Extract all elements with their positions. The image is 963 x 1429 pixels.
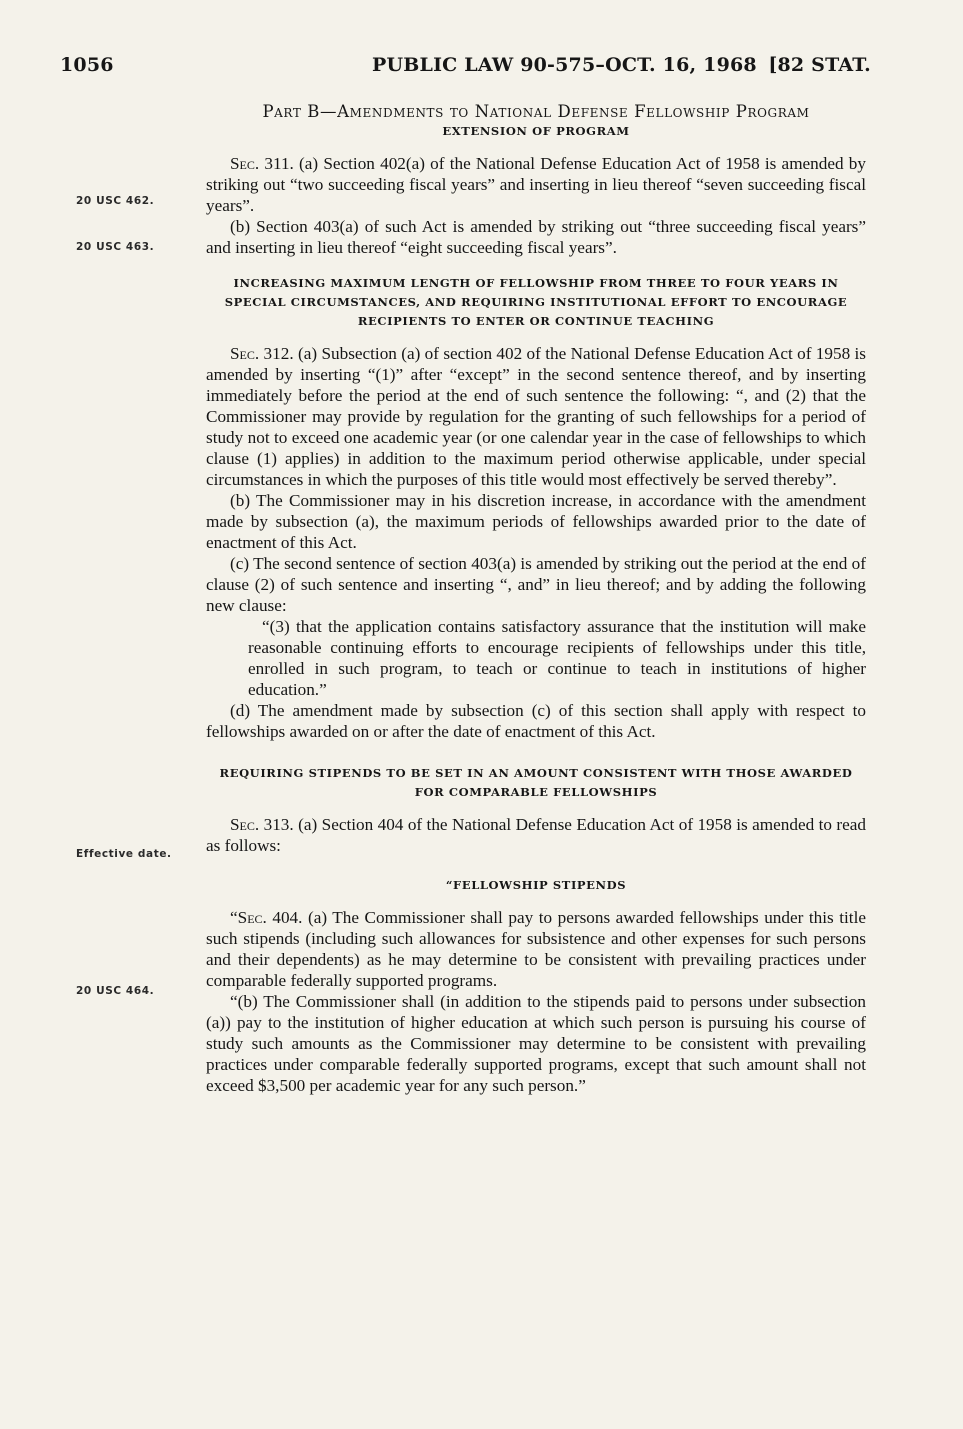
section-311-text-a: (a) Section 402(a) of the National Defense Education Act of 1958 is amended by striking out “two succeeding fiscal years” and inserting in lieu thereof “seven succeeding fiscal years”. (206, 154, 866, 215)
margin-note-usc-464: 20 USC 464. (76, 985, 155, 997)
page-header (60, 54, 871, 84)
section-312-paragraph-d: (d) The amendment made by subsection (c) of this section shall apply with respect to fellowships awarded on or after the date of enactment of this Act. (206, 701, 866, 741)
section-312-paragraph-b: (b) The Commissioner may in his discretion increase, in accordance with the amendment made by subsection (a), the maximum periods of fellowships awarded prior to the date of enactment of this Act. (206, 491, 866, 552)
section-311-paragraph-a (206, 153, 866, 216)
part-title: Part B—Amendments to National Defense Fellowship Program (262, 102, 810, 121)
section-313-paragraph-a (206, 814, 866, 856)
section-311-paragraph-b: (b) Section 403(a) of such Act is amended by striking out “three succeeding fiscal years” and inserting in lieu thereof “eight succeeding fiscal years”. (206, 217, 866, 257)
section-312-caption: INCREASING MAXIMUM LENGTH OF FELLOWSHIP FROM THREE TO FOUR YEARS IN SPECIAL CIRCUMSTANCES, AND REQUIRING INSTITUTIONAL EFFORT TO ENCOURAGE RECIPIENTS TO ENTER OR CONTINUE TEACHING (224, 276, 848, 328)
section-311-label: Sec. 311. (230, 154, 294, 173)
section-312-paragraph-c: (c) The second sentence of section 403(a) is amended by striking out the period at the end of clause (2) of such sentence and inserting “, and” in lieu thereof; and by adding the following new clause: (206, 554, 866, 615)
margin-note-effective-date: Effective date. (76, 848, 172, 860)
section-404-paragraph-a (206, 907, 866, 991)
section-312-label: Sec. 312. (230, 344, 294, 363)
section-312-paragraph-a (206, 343, 866, 490)
section-313-caption: REQUIRING STIPENDS TO BE SET IN AN AMOUNT CONSISTENT WITH THOSE AWARDED FOR COMPARABLE FELLOWSHIPS (219, 766, 853, 799)
section-313-label: Sec. 313. (230, 815, 294, 834)
main-text-column (206, 101, 866, 1096)
section-404-paragraph-b: “(b) The Commissioner shall (in addition to the stipends paid to persons under subsection (a)) pay to the institution of higher education at which such person is pursuing his course of study such amounts as the Commissioner may determine to be consistent with prevailing practices under comparable federally supported programs, except that such amount shall not exceed $3,500 per academic year for any such person.” (206, 992, 866, 1095)
section-404-text-a: (a) The Commissioner shall pay to persons awarded fellowships under this title such stipends (including such allowances for subsistence and other expenses for such persons and their dependents) as he may determine to be consistent with prevailing practices under comparable federally supported programs. (206, 908, 866, 990)
page-number: 1056 (60, 54, 114, 76)
volume-reference: [82 STAT. (768, 54, 871, 76)
section-312-quoted-clause-3: “(3) that the application contains satisfactory assurance that the institution will make reasonable continuing efforts to encourage recipients of fellowships under this title, enrolled in such program, to teach or continue to teach in institutions of higher education.” (248, 617, 866, 699)
section-404-label: “Sec. 404. (230, 908, 303, 927)
fellowship-stipends-caption: “FELLOWSHIP STIPENDS (445, 878, 627, 892)
section-311-caption: EXTENSION OF PROGRAM (442, 124, 630, 138)
running-title: PUBLIC LAW 90-575–OCT. 16, 1968 (372, 54, 757, 76)
section-313-text-a: (a) Section 404 of the National Defense Education Act of 1958 is amended to read as follows: (206, 815, 866, 855)
section-312-text-a: (a) Subsection (a) of section 402 of the National Defense Education Act of 1958 is amended by inserting “(1)” after “except” in the second sentence thereof, and by inserting immediately before the period at the end of such sentence the following: “, and (2) that the Commissioner may provide by regulation for the granting of such fellowships for a period of study not to exceed one academic year (or one calendar year in the case of fellowships to which clause (1) applies) in addition to the maximum period otherwise applicable, under special circumstances in which the purposes of this title would most effectively be served thereby”. (206, 344, 866, 489)
margin-note-usc-463: 20 USC 463. (76, 241, 155, 253)
margin-note-usc-462: 20 USC 462. (76, 195, 155, 207)
